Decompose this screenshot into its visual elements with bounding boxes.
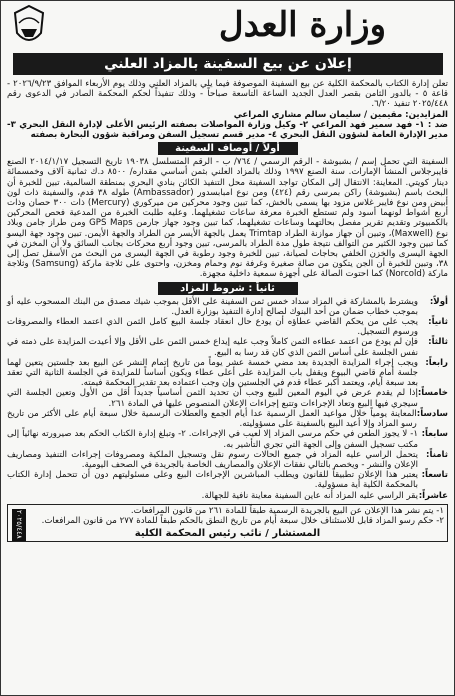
party-plaintiff: المزايدين: مقيمين / سليمان سالم مشاري المراعي: [233, 109, 448, 120]
condition-item: [7, 297, 448, 317]
condition-label: سابعاً:: [421, 429, 448, 440]
condition-label: خامساً:: [417, 388, 448, 399]
condition-label: ثانياً:: [428, 317, 448, 328]
condition-label: ثالثاً:: [428, 337, 448, 348]
note-item: [11, 506, 444, 516]
intro-text: تعلن إدارة الكتاب بالمحكمة الكلية عن بيع السفينة الموصوفة فيما يلي بالمزاد العلني وذلك يوم الأربعاء الموافق ٢٠٢٦/٩/٢٣ - قاعة ٥ - بالدور الثامن بقصر العدل الجديد الساعة التاسعة صباحاً - وذلك تنفيذاً لحكم المحكمة الصادر في الدعوى رقم ٢٠٢٥/٤٤٨ تنفيذ ٦/٢٠.: [7, 79, 448, 110]
emblem-icon: [9, 3, 49, 49]
party-defendants: ضد : ١- فهد سمير فهد المراعي ٢- وكيل وزارة المواصلات بصفته الرئيس الأعلى لإدارة النقل البحري ٣- مدير الإدارة العامة لشؤون النقل البحري ٤- مدير قسم تسجيل السفن ومراقبة شؤون البحارة بصفته: [7, 119, 448, 141]
condition-text: يتحمل الراسي عليه المزاد في جميع الحالات رسوم نقل وتسجيل الملكية ومصروفات إجراءات التنفيذ ومصاريف الإعلان والنشر - ويخصم بالتالي نفقات الإعلان والمصاريف الخاصة بالجريدة في الصحف اليومية.: [7, 449, 418, 470]
note-text: ٢- حكم رسو المزاد قابل للاستئناف خلال سبعة أيام من تاريخ النطق بالحكم طبقاً للمادة ٢٧٧ من قانون المرافعات.: [41, 515, 444, 526]
condition-item: [7, 450, 448, 470]
condition-label: عاشراً:: [418, 490, 448, 501]
condition-item: [7, 337, 448, 357]
notes-box: [7, 504, 448, 542]
condition-text: ويجب إجراء المزايدة الجديدة بعد مضي خمسة عشر يوماً من تاريخ إتمام النشر عن البيع بعد جلستين يتعين لهما جلسة أمام قاضي البيوع ويقفل باب المزايدة على أعلى عطاء ويكون أساساً للمزايدة في الجلسة الثانية التي تعقد بعد سبعة أيام، ويعتمد أكبر عطاء قدم في الجلستين وإن وجب اعتماده بعد تقدير المحكمة فيمته.: [7, 357, 418, 389]
header: [1, 1, 455, 53]
condition-label: أولاً:: [429, 296, 448, 307]
condition-label: تاسعاً:: [421, 470, 448, 481]
ministry-name: وزارة العدل: [218, 5, 386, 45]
condition-text: المعاينة يومياً خلال مواعيد العمل الرسمية عدا أيام الجمع والعطلات الرسمية خلال سبعة أيام على الأكثر من تاريخ رسو المزاد وإلا أعيد البيع بالسفينة على مسؤوليته.: [7, 408, 417, 430]
condition-text: يعتبر هذا الإعلان تطبيقاً للقانون ويطلب المباشرين الإجراءات البيع وعلى مسئوليتهم دون أن تتحمل إدارة الكتاب بالمحكمة الكلية أية مسؤولية.: [7, 470, 418, 491]
condition-text: يقر الراسي عليه المزاد أنه عاين السفينة معاينة نافية للجهالة.: [201, 490, 418, 501]
condition-label: سادساً:: [416, 408, 448, 419]
ship-description: السفينة التي تحمل إسم / بشبوشة - الرقم الرسمي / ٧٦٤/ ب - الرقم المتسلسل ١٩٠٣٨ تاريخ التسجيل ٢٠١٤/١/١٧ الصنع فايبرجلاس المنشأ الإمارات. سنة الصنع ١٩٩٧ وذلك بالمزاد العلني بثمن أساسي مقداره/ ٨٥٠٠ د.ك ثمانية آلاف وخمسمائة دينار كويتي. المعاينة: الانتقال إلى المكان تواجد السفينة محل التنفيذ الكائن بنادي البحري بمنطقة السالمية، تبين للخبرة أن البحث باسم (بشبوشة) راكن بمرسى رقم (٤٢٤) ومن نوع امبابسدور (Ambassador) طوله ٣٨ قدم، والسفينة ذات لون أبيض ومن نوع فايبر غلاس مزود بها يسمى بالخش، كما تبين وجود محركين من ميركوري (Mercury) ذات ٣٠٠ حصان وذات أربع أشواط لونهما أسود ولم تستطع الخبرة معرفة ساعات تشغيلهما. وعليه طلبت الخبرة من المدعية فحص المحركين بالكمبيوتر وتقديم تقرير مفصل بحالتهما وساعات تشغيلهما، كما تبين وجود جهاز جارمن GPS Maps ومن طراز جامن وبلاد نوع (Maxwell)، وتبين أن جهاز موازنة الطراد Trimtap يعمل بالجهة الأيسر من الطراد والجهة الأيمن. تبين وجود جهة اليسو كما تبين وجود الكثير من التوالف نتيجة طول مدة الطراد بالمرسى، تبين وجود أربع محركات بجانب السائق ولا أن المخزن في الجهة اليسرى والخزن الخلفي بحاجات لصيانة، تبين للخبرة وجود رطوبة في الجهة اليسرى من البحث من الأسفل تصل إلى ٣٨، وتبين للخبرة أن الجن يتكون من صالة صغيرة وغرفة نوم وحمام ومخزن، واحتوى على ثلاجة ماركة (Samsung) وثلاجة ماركة (Norcold) كما احتوت الصالة على أجهزة سمعية داخلية مجهزة.: [7, 157, 449, 280]
condition-label: رابعاً:: [425, 357, 448, 368]
note-text: ١- يتم نشر هذا الإعلان عن البيع بالجريدة الرسمية طبقاً للمادة ٢٦١ من قانون المرافعات.: [130, 505, 444, 516]
condition-label: ثامناً:: [426, 449, 448, 460]
condition-text: ١- لا يجوز الطعن في حكم مرسى المزاد إلا لعيب في الإجراءات. ٢- وتبلغ إدارة الكتاب الحكم بعد صيرورته نهائياً إلى مكتب تسجيل السفن وإلى الجهة التي تجري التأشير به.: [7, 429, 418, 450]
condition-text: إذا لم يقدم عرض في اليوم المعين للبيع وجب أن تحديد الثمن أساسياً جديداً أقل من الأول وتعين الجلسة التي سيجري فيها البيع وتعاد الإجراءات وتتبع إجراءات الإعلان المنصوص عليها في المادة ٢٦١.: [7, 388, 418, 409]
condition-item: [7, 409, 448, 429]
condition-text: فإن لم يودع من اعتمد عطاءه الثمن كاملاً وجب عليه إيداع خمس الثمن على الأقل وإلا أعيدت المزايدة على ذمته في نفس الجلسة على أساس الثمن الذي كان قد رسا به البيع.: [7, 337, 418, 358]
condition-item: [7, 470, 448, 490]
condition-item: [7, 429, 448, 449]
signature: المستشار / نائب رئيس المحكمة الكلية: [134, 528, 321, 540]
condition-text: يجب على من يحكم القاضي عطاؤه أن يودع حال انعقاد جلسة البيع كامل الثمن الذي اعتمد العطاء والمصروفات ورسوم التسجيل.: [7, 317, 418, 338]
condition-item: [7, 491, 448, 501]
section-heading-description: أولاً / أوصاف السفينة: [158, 142, 298, 155]
condition-item: [7, 317, 448, 337]
condition-item: [7, 358, 448, 389]
side-code: ٢٠٢٥/٤٤٨: [12, 509, 26, 541]
announcement-body: [7, 79, 448, 695]
condition-text: ويشترط بالمشاركة في المزاد سداد خمس ثمن السفينة على الأقل بموجب شيك مصدق من البنك المسحوب عليه أو بموجب خطاب ضمان من أحد البنوك لصالح إدارة التنفيذ بوزارة العدل.: [7, 296, 418, 317]
page-title: إعلان عن بيع السفينة بالمزاد العلني: [13, 53, 443, 75]
section-heading-conditions: ثانياً : شروط المزاد: [158, 282, 298, 295]
note-item: [11, 516, 444, 526]
condition-item: [7, 388, 448, 408]
